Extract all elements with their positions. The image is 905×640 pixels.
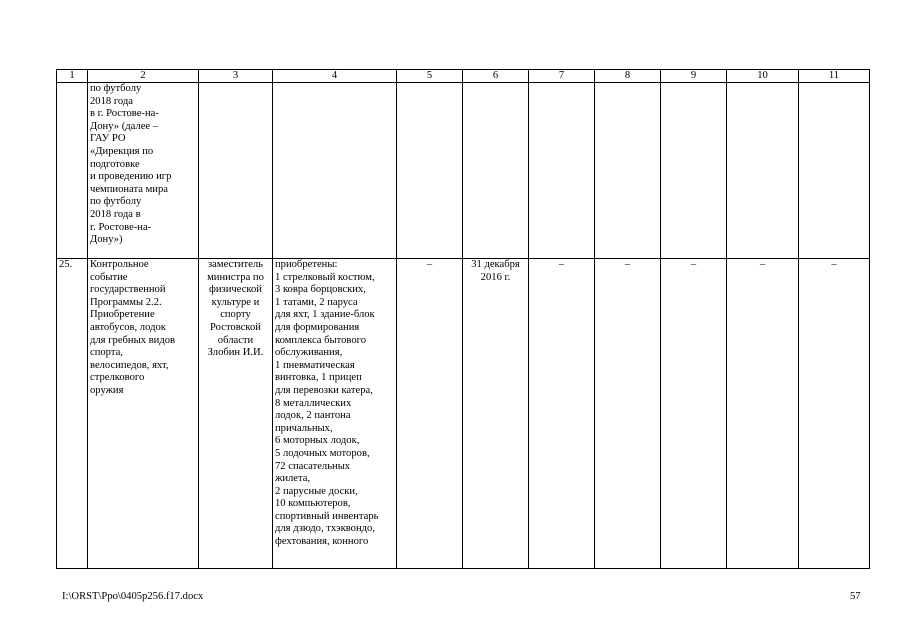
text-line: 72 спасательных xyxy=(275,460,351,472)
cell-col10: – xyxy=(727,259,799,569)
text-line: стрелкового xyxy=(90,372,145,384)
header-cell-3: 3 xyxy=(199,70,273,83)
cell-empty xyxy=(273,83,397,259)
responsible-person xyxy=(199,259,273,569)
cell-col7: – xyxy=(529,259,595,569)
text-line: 1 стрелковый костюм, xyxy=(275,271,375,283)
cell-empty xyxy=(199,83,273,259)
cell-empty xyxy=(57,83,88,259)
header-cell-11: 11 xyxy=(799,70,870,83)
text-line: для перевозки катера, xyxy=(275,384,373,396)
text-line: спорта, xyxy=(90,347,123,359)
text-line: Дону») xyxy=(90,234,123,246)
header-cell-10: 10 xyxy=(727,70,799,83)
text-line: заместитель xyxy=(207,259,263,270)
text-line: обслуживания, xyxy=(275,347,343,359)
cell-empty xyxy=(463,83,529,259)
text-line: 2016 г. xyxy=(480,271,511,283)
text-line: «Дирекция по xyxy=(90,145,154,157)
header-cell-2: 2 xyxy=(88,70,199,83)
header-cell-9: 9 xyxy=(661,70,727,83)
text-line: 8 металлических xyxy=(275,397,352,409)
result-description xyxy=(273,259,397,569)
cell-empty xyxy=(661,83,727,259)
text-line: культуре и xyxy=(211,296,260,308)
text-line: 2018 года xyxy=(90,95,134,107)
text-line: жилета, xyxy=(275,473,311,485)
text-line: 3 ковра борцовских, xyxy=(275,284,366,296)
text-line: Ростовской xyxy=(210,321,261,333)
text-line: лодок, 2 пантона xyxy=(275,410,351,422)
text-line: 2018 года в xyxy=(90,208,141,220)
text-line: г. Ростове-на- xyxy=(90,221,152,233)
text-line: для дзюдо, тхэквондо, xyxy=(275,523,375,535)
text-line: ГАУ РО xyxy=(90,133,126,145)
cell-col5: – xyxy=(397,259,463,569)
cell-col8: – xyxy=(595,259,661,569)
header-cell-4: 4 xyxy=(273,70,397,83)
text-line: Приобретение xyxy=(90,309,155,321)
text-line: чемпионата мира xyxy=(90,183,168,195)
header-cell-5: 5 xyxy=(397,70,463,83)
text-line: для яхт, 1 здание-блок xyxy=(275,309,375,321)
text-line: оружия xyxy=(90,384,124,396)
deadline-date xyxy=(463,259,529,569)
text-line: Злобин И.И. xyxy=(207,347,264,359)
text-line: в г. Ростове-на- xyxy=(90,108,159,120)
header-cell-1: 1 xyxy=(57,70,88,83)
text-line: 1 татами, 2 паруса xyxy=(275,296,358,308)
text-line: событие xyxy=(90,271,128,283)
text-line: велосипедов, яхт, xyxy=(90,359,169,371)
page-number: 57 xyxy=(850,591,861,602)
document-table xyxy=(56,69,870,569)
text-line: и проведению игр xyxy=(90,171,172,183)
table-row-25 xyxy=(57,259,870,569)
text-line: для формирования xyxy=(275,321,360,333)
event-description xyxy=(88,259,199,569)
continuation-row xyxy=(57,83,870,259)
text-line: 6 моторных лодок, xyxy=(275,435,360,447)
footer-file-path: I:\ORST\Ppo\0405p256.f17.docx xyxy=(62,591,204,602)
text-line: 2 парусные доски, xyxy=(275,485,358,497)
cell-empty xyxy=(727,83,799,259)
cell-empty xyxy=(397,83,463,259)
text-line: 31 декабря xyxy=(471,259,520,270)
text-line: спорту xyxy=(220,309,251,321)
header-row xyxy=(57,70,870,83)
text-line: фехтования, конного xyxy=(275,536,369,548)
text-line: государственной xyxy=(90,284,166,296)
text-line: автобусов, лодок xyxy=(90,321,166,333)
header-cell-6: 6 xyxy=(463,70,529,83)
header-cell-8: 8 xyxy=(595,70,661,83)
text-line: подготовке xyxy=(90,158,140,170)
cell-col11: – xyxy=(799,259,870,569)
text-line: Программы 2.2. xyxy=(90,296,162,308)
text-line: Дону» (далее – xyxy=(90,120,159,132)
text-line: 1 пневматическая xyxy=(275,359,355,371)
text-line: приобретены: xyxy=(275,259,338,270)
text-line: комплекса бытового xyxy=(275,334,367,346)
text-line: Контрольное xyxy=(90,259,149,270)
text-line: причальных, xyxy=(275,422,333,434)
row-number: 25. xyxy=(57,259,88,569)
text-line: по футболу xyxy=(90,196,142,208)
cell-col9: – xyxy=(661,259,727,569)
cell-empty xyxy=(529,83,595,259)
text-line: министра по xyxy=(207,271,264,283)
continued-organization-name xyxy=(88,83,199,259)
text-line: спортивный инвентарь xyxy=(275,510,379,522)
cell-empty xyxy=(799,83,870,259)
text-line: 10 компьютеров, xyxy=(275,498,351,510)
text-line: винтовка, 1 прицеп xyxy=(275,372,362,384)
text-line: для гребных видов xyxy=(90,334,176,346)
text-line: физической xyxy=(209,284,262,296)
text-line: по футболу xyxy=(90,83,142,94)
header-cell-7: 7 xyxy=(529,70,595,83)
cell-empty xyxy=(595,83,661,259)
text-line: 5 лодочных моторов, xyxy=(275,447,370,459)
text-line: области xyxy=(217,334,254,346)
